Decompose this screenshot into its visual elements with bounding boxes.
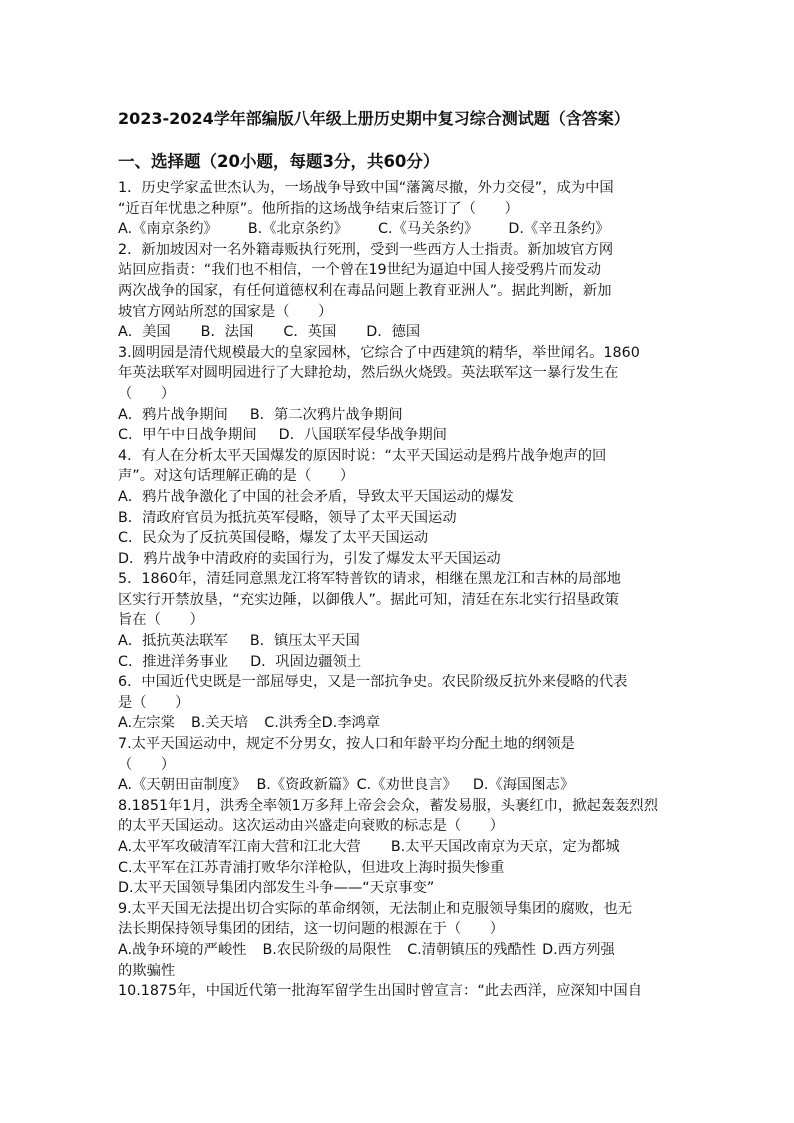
options-row [118, 219, 678, 240]
option-b: B．清政府官员为抵抗英军侵略，领导了太平天国运动 [118, 509, 457, 526]
option-c: C.太平军在江苏青浦打败华尔洋枪队，但进攻上海时损失惨重 [118, 859, 505, 876]
question-4 [118, 446, 678, 570]
question-text: 9.太平天国无法提出切合实际的革命纲领，无法制止和克服领导集团的腐败，也无 [118, 900, 633, 917]
option-d: D.李鸿章 [321, 715, 381, 732]
option-a: A．抵抗英法联军 [118, 633, 228, 650]
option-a: A.左宗棠 [118, 715, 175, 732]
options-row [118, 405, 678, 426]
option-c: C.清朝镇压的残酷性 [407, 941, 537, 958]
question-text: 年英法联军对圆明园进行了大肆抢劫，然后纵火烧毁。英法联军这一暴行发生在 [118, 365, 619, 382]
option-d: D.《辛丑条约》 [508, 221, 610, 238]
question-8 [118, 796, 678, 899]
option-c: C.《马关条约》 [378, 221, 479, 238]
option-b: B．镇压太平天国 [249, 633, 360, 650]
question-text: “近百年忧患之种原”。他所指的这场战争结束后签订了（ ） [118, 200, 519, 217]
question-text: 站回应指责：“我们也不相信，一个曾在19世纪为逼迫中国人接受鸦片而发动 [118, 262, 602, 279]
question-text: （ ） [118, 756, 176, 773]
question-text: 两次战争的国家，有任何道德权利在毒品问题上教育亚洲人”。据此判断，新加 [118, 282, 612, 299]
question-text: 7.太平天国运动中，规定不分男女，按人口和年龄平均分配土地的纲领是 [118, 736, 575, 753]
question-text: （ ） [118, 385, 176, 402]
question-7 [118, 734, 678, 796]
option-c: C．推进洋务事业 [118, 653, 229, 670]
option-a: A.太平军攻破清军江南大营和江北大营 [118, 839, 361, 855]
section-heading: 一、选择题（20小题，每题3分，共60分） [118, 152, 440, 171]
option-d: D.《海国图志》 [472, 777, 575, 794]
page-title: 2023-2024学年部编版八年级上册历史期中复习综合测试题（含答案） [118, 109, 630, 128]
option-c: C．英国 [283, 324, 337, 341]
question-text: 区实行开禁放垦，“充实边陲，以御俄人”。据此可知，清廷在东北实行招垦政策 [118, 591, 619, 608]
question-text: 3.圆明园是清代规模最大的皇家园林，它综合了中西建筑的精华，举世闻名。1860 [118, 344, 640, 361]
option-d-continued: 的欺骗性 [118, 962, 176, 979]
options-row [118, 425, 678, 446]
option-a: A.《南京条约》 [118, 221, 218, 238]
option-c: C．甲午中日战争期间 [118, 427, 257, 444]
option-b: B.关天培 [190, 715, 249, 732]
question-text: 坡官方网站所怼的国家是（ ） [118, 303, 333, 320]
question-text: 的太平天国运动。这次运动由兴盛走向衰败的标志是（ ） [118, 818, 505, 835]
option-b: B．法国 [200, 324, 254, 341]
question-6 [118, 672, 678, 734]
options-row [118, 940, 678, 961]
option-a: A．美国 [118, 324, 171, 341]
question-3 [118, 343, 678, 446]
question-1 [118, 178, 678, 240]
question-text: 10.1875年，中国近代第一批海军留学生出国时曾宣言：“此去西洋，应深知中国自 [118, 983, 643, 1000]
options-row [118, 775, 678, 796]
option-a: A.《天朝田亩制度》 [118, 777, 247, 794]
option-c: C.《劝世良言》 [356, 777, 457, 794]
option-d: D．鸦片战争中清政府的卖国行为，引发了爆发太平天国运动 [118, 550, 501, 567]
question-2 [118, 240, 678, 343]
question-text: 4．有人在分析太平天国爆发的原因时说：“太平天国运动是鸦片战争炮声的回 [118, 447, 607, 464]
option-b: B.《资政新篇》 [256, 777, 357, 794]
option-b: B.农民阶级的局限性 [262, 941, 392, 958]
option-d: D.太平天国领导集团内部发生斗争——“天京事变” [118, 880, 435, 897]
option-a: A.战争环境的严峻性 [118, 941, 247, 958]
options-row [118, 322, 678, 343]
question-text: 声”。对这句话理解正确的是（ ） [118, 468, 355, 485]
option-d: D.西方列强 [542, 941, 615, 958]
question-5 [118, 569, 678, 672]
option-d: D．八国联军侵华战争期间 [278, 427, 447, 444]
option-a: A．鸦片战争激化了中国的社会矛盾，导致太平天国运动的爆发 [118, 488, 514, 505]
option-a: A．鸦片战争期间 [118, 406, 228, 423]
options-row [118, 631, 678, 652]
question-text: 2．新加坡因对一名外籍毒贩执行死刑，受到一些西方人士指责。新加坡官方网 [118, 241, 614, 258]
options-row [118, 837, 678, 858]
question-list [118, 178, 678, 1002]
question-text: 旨在（ ） [118, 612, 204, 629]
question-text: 1．历史学家孟世杰认为，一场战争导致中国“藩篱尽撤，外力交侵”，成为中国 [118, 180, 614, 196]
option-d: D．德国 [366, 324, 421, 341]
option-d: D．巩固边疆领土 [250, 653, 362, 670]
question-10 [118, 981, 678, 1002]
question-text: 6．中国近代史既是一部屈辱史，又是一部抗争史。农民阶级反抗外来侵略的代表 [118, 674, 628, 691]
question-text: 是（ ） [118, 694, 190, 711]
question-text: 5．1860年，清廷同意黑龙江将军特普钦的请求，相继在黑龙江和吉林的局部地 [118, 571, 621, 588]
option-b: B.《北京条约》 [247, 221, 348, 238]
option-c: C．民众为了反抗英国侵略，爆发了太平天国运动 [118, 530, 429, 547]
options-row [118, 652, 678, 673]
option-c: C.洪秀全 [264, 715, 322, 732]
option-b: B．第二次鸦片战争期间 [249, 406, 403, 423]
options-row [118, 713, 678, 734]
question-9 [118, 899, 678, 981]
question-text: 法长期保持领导集团的团结，这一切问题的根源在于（ ） [118, 921, 505, 938]
option-b: B.太平天国改南京为天京，定为都城 [390, 839, 620, 855]
question-text: 8.1851年1月，洪秀全率领1万多拜上帝会会众，蓄发易服，头裹红巾，掀起轰轰烈烈 [118, 797, 659, 814]
